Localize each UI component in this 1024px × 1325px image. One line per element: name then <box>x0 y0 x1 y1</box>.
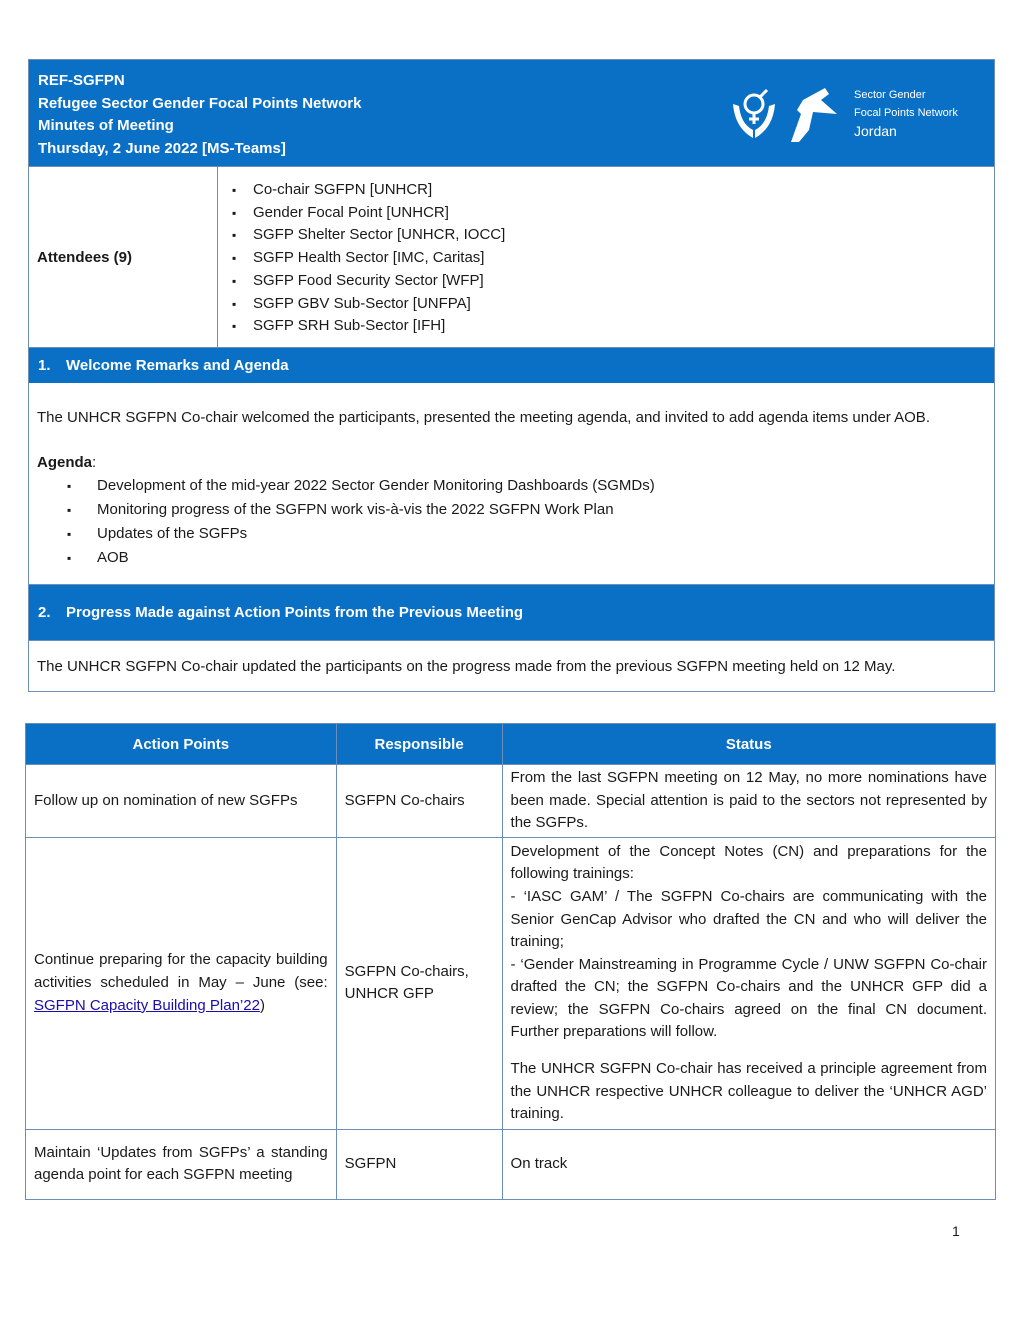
action-points-table <box>25 723 996 1200</box>
gender-hands-icon <box>729 84 849 144</box>
agenda-item: ▪ AOB <box>97 546 986 570</box>
section-2-intro: The UNHCR SGFPN Co-chair updated the participants on the progress made from the previous SGFPN meeting held on 12 May. <box>29 640 994 691</box>
responsible-line: UNHCR GFP <box>344 985 434 1003</box>
section-number: 1. <box>38 357 51 374</box>
capacity-building-plan-link[interactable]: SGFPN Capacity Building Plan’22 <box>34 996 260 1014</box>
agenda-list <box>37 474 986 570</box>
action-cell: Follow up on nomination of new SGFPs <box>26 765 337 838</box>
attendee-item: ▪ Gender Focal Point [UNHCR] <box>242 202 505 225</box>
section-1-body <box>29 383 994 584</box>
attendees-row <box>29 166 994 347</box>
responsible-cell: SGFPN Co-chairs <box>336 765 502 838</box>
section-title: Progress Made against Action Points from the Previous Meeting <box>66 604 524 621</box>
action-text: Continue preparing for the capacity building activities scheduled in May – June (see: <box>34 951 328 991</box>
document-header <box>29 60 994 166</box>
section-2-heading <box>29 584 994 640</box>
header-line: REF-SGFPN <box>38 72 125 89</box>
jordan-map-icon <box>791 88 837 142</box>
page-number: 1 <box>952 1223 960 1239</box>
header-line: Refugee Sector Gender Focal Points Network <box>38 94 362 112</box>
column-header-status: Status <box>502 724 995 765</box>
section-number: 2. <box>38 604 51 621</box>
paragraph-spacer <box>511 1044 987 1058</box>
status-paragraph: The UNHCR SGFPN Co-chair has received a principle agreement from the UNHCR respective UNHCR colleague to deliver the ‘UNHCR AGD’ training. <box>510 1060 987 1123</box>
attendee-item: ▪ SGFP SRH Sub-Sector [IFH] <box>242 315 505 338</box>
status-cell: From the last SGFPN meeting on 12 May, no more nominations have been made. Special attention is paid to the sectors not represented by the SGFPs. <box>502 765 995 838</box>
status-cell <box>502 837 995 1129</box>
status-paragraph: - ‘IASC GAM’ / The SGFPN Co-chairs are communicating with the Senior GenCap Advisor who drafted the CN and who will deliver the training; <box>510 887 987 951</box>
action-cell: Maintain ‘Updates from SGFPs’ a standing agenda point for each SGFPN meeting <box>26 1129 337 1199</box>
column-header-responsible: Responsible <box>336 724 502 765</box>
table-row <box>26 1129 996 1199</box>
attendees-label: Attendees (9) <box>29 167 218 347</box>
section-1-intro: The UNHCR SGFPN Co-chair welcomed the participants, presented the meeting agenda, and invited to add agenda items under AOB. <box>37 409 930 426</box>
header-text <box>38 70 361 160</box>
logo-line: Sector Gender <box>854 89 926 101</box>
agenda-colon: : <box>92 454 97 471</box>
attendee-item: ▪ SGFP GBV Sub-Sector [UNFPA] <box>242 293 505 316</box>
agenda-item: ▪ Development of the mid-year 2022 Sector Gender Monitoring Dashboards (SGMDs) <box>97 474 986 498</box>
status-paragraph: Development of the Concept Notes (CN) and preparations for the following trainings: <box>510 842 987 883</box>
action-cell <box>26 837 337 1129</box>
section-title: Welcome Remarks and Agenda <box>66 357 289 374</box>
table-row <box>26 837 996 1129</box>
attendee-item: ▪ Co-chair SGFPN [UNHCR] <box>242 179 505 202</box>
attendee-item: ▪ SGFP Health Sector [IMC, Caritas] <box>242 247 505 270</box>
agenda-item: ▪ Updates of the SGFPs <box>97 522 986 546</box>
table-row <box>26 765 996 838</box>
agenda-label: Agenda <box>37 454 93 471</box>
network-logo <box>729 84 989 144</box>
table-header-row <box>26 724 996 765</box>
column-header-action-points: Action Points <box>26 724 337 765</box>
minutes-frame <box>28 59 995 692</box>
agenda-item: ▪ Monitoring progress of the SGFPN work vis-à-vis the 2022 SGFPN Work Plan <box>97 498 986 522</box>
section-1-heading <box>29 347 994 383</box>
logo-text <box>854 86 958 140</box>
logo-line: Jordan <box>854 123 897 139</box>
action-text-end: ) <box>259 996 265 1014</box>
status-paragraph: - ‘Gender Mainstreaming in Programme Cycle / UNW SGFPN Co-chair drafted the CN; the SGFPN Co-chairs and the UNHCR GFP did a review; the SGFPN Co-chairs agreed on the final CN document. Further preparations will follow. <box>510 955 987 1041</box>
header-line: Minutes of Meeting <box>38 117 174 134</box>
attendee-item: ▪ SGFP Food Security Sector [WFP] <box>242 270 505 293</box>
responsible-cell <box>336 837 502 1129</box>
attendees-list <box>218 167 505 347</box>
responsible-cell: SGFPN <box>336 1129 502 1199</box>
status-cell: On track <box>502 1129 995 1199</box>
responsible-line: SGFPN Co-chairs, <box>344 962 469 980</box>
agenda-heading <box>37 452 986 474</box>
header-line: Thursday, 2 June 2022 [MS-Teams] <box>38 139 286 157</box>
attendee-item: ▪ SGFP Shelter Sector [UNHCR, IOCC] <box>242 224 505 247</box>
logo-line: Focal Points Network <box>854 107 958 119</box>
